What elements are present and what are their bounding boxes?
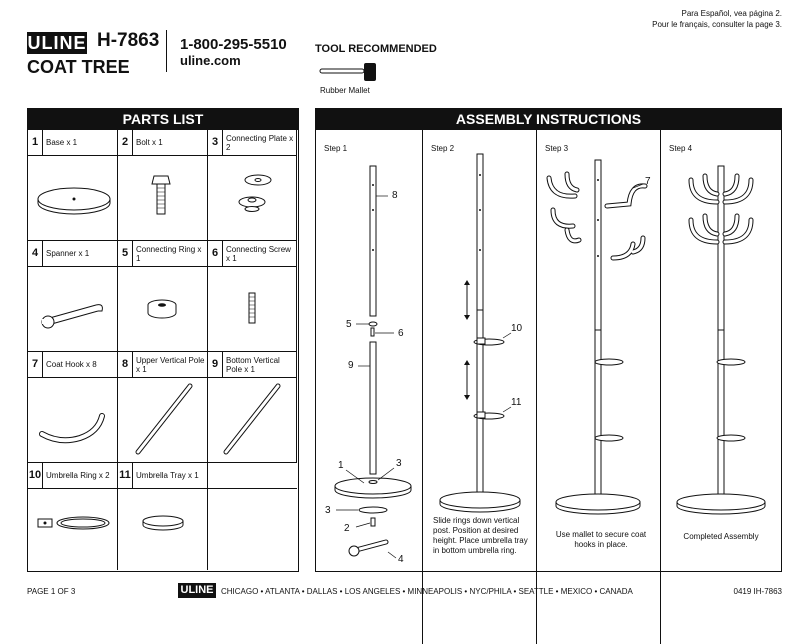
lang-fr: Pour le français, consulter la page 3. <box>652 20 782 29</box>
part-cell-10 <box>28 463 118 570</box>
step-2 <box>423 130 537 644</box>
connecting-screw-icon <box>208 267 297 352</box>
website: uline.com <box>180 53 241 68</box>
uline-logo: ULINE <box>27 33 87 53</box>
step3-illustration <box>537 130 660 530</box>
part-number: 2 <box>118 130 133 155</box>
part-number: 10 <box>28 463 43 488</box>
bottom-pole-icon <box>208 378 297 463</box>
assembly-panel <box>315 108 782 572</box>
step-caption: Completed Assembly <box>683 532 759 541</box>
part-number: 4 <box>28 241 43 266</box>
step-label: Step 1 <box>324 144 348 153</box>
step-caption: Use mallet to secure coat hooks in place. <box>555 530 647 549</box>
connecting-plate-icon <box>208 156 297 241</box>
step4-illustration <box>661 130 781 530</box>
tool-title: TOOL RECOMMENDED <box>315 43 437 55</box>
bolt-icon <box>118 156 208 241</box>
part-label: Connecting Plate x 2 <box>226 133 294 152</box>
part-label: Bottom Vertical Pole x 1 <box>226 355 280 374</box>
footer-locations: CHICAGO • ATLANTA • DALLAS • LOS ANGELES • MINNEAPOLIS • NYC/PHILA • SEATTLE • MEXICO • CANADA <box>221 587 633 596</box>
product-title: COAT TREE <box>27 57 130 77</box>
step-label: Step 4 <box>669 144 693 153</box>
parts-list-panel <box>27 108 299 572</box>
callout: 4 <box>398 554 404 565</box>
part-cell-empty <box>208 463 297 570</box>
lang-es: Para Español, vea página 2. <box>681 9 782 18</box>
callout: 7 <box>645 176 651 187</box>
part-label: Base x 1 <box>46 138 78 147</box>
step1-illustration <box>316 130 422 570</box>
base-icon <box>28 156 118 241</box>
umbrella-tray-icon <box>118 489 208 569</box>
coat-hook-icon <box>28 378 118 463</box>
mallet-icon <box>318 60 378 84</box>
callout: 3 <box>396 458 402 469</box>
part-label: Upper Vertical Pole x 1 <box>136 355 205 374</box>
part-number: 9 <box>208 352 223 377</box>
part-label: Umbrella Ring x 2 <box>46 471 110 480</box>
part-number: 7 <box>28 352 43 377</box>
callout: 2 <box>344 523 350 534</box>
header-divider <box>166 30 167 72</box>
step-4 <box>661 130 781 644</box>
part-number: 1 <box>28 130 43 155</box>
part-label: Connecting Screw x 1 <box>226 244 291 263</box>
part-label: Umbrella Tray x 1 <box>136 471 199 480</box>
part-cell-11 <box>118 463 208 570</box>
part-label: Coat Hook x 8 <box>46 360 97 369</box>
callout: 11 <box>511 397 522 408</box>
part-cell-8 <box>118 352 208 463</box>
step-1 <box>316 130 423 644</box>
part-cell-7 <box>28 352 118 463</box>
page-number: PAGE 1 OF 3 <box>27 587 76 596</box>
callout: 6 <box>398 328 404 339</box>
spanner-icon <box>28 267 118 352</box>
callout: 1 <box>338 460 344 471</box>
upper-pole-icon <box>118 378 208 463</box>
connecting-ring-icon <box>118 267 208 352</box>
part-cell-2 <box>118 130 208 241</box>
step-3 <box>537 130 661 644</box>
part-cell-9 <box>208 352 297 463</box>
footer-logo: ULINE <box>178 583 216 598</box>
step-label: Step 3 <box>545 144 569 153</box>
callout: 8 <box>392 190 398 201</box>
part-number: 3 <box>208 130 223 155</box>
callout: 10 <box>511 323 523 334</box>
callout: 3 <box>325 505 331 516</box>
part-label: Bolt x 1 <box>136 138 163 147</box>
part-cell-5 <box>118 241 208 352</box>
umbrella-ring-icon <box>28 489 118 569</box>
part-number: 6 <box>208 241 223 266</box>
step-caption: Slide rings down vertical post. Position at desired height. Place umbrella tray in bottom umbrella ring. <box>433 516 528 555</box>
part-number: 8 <box>118 352 133 377</box>
document-code: 0419 IH-7863 <box>733 587 782 596</box>
part-cell-6 <box>208 241 297 352</box>
assembly-title: ASSEMBLY INSTRUCTIONS <box>316 109 781 130</box>
callout: 9 <box>348 360 354 371</box>
tool-name: Rubber Mallet <box>320 86 370 95</box>
part-cell-3 <box>208 130 297 241</box>
phone-number: 1-800-295-5510 <box>180 36 287 53</box>
parts-list-title: PARTS LIST <box>28 109 298 130</box>
part-cell-1 <box>28 130 118 241</box>
language-notes <box>652 8 782 30</box>
part-label: Connecting Ring x 1 <box>136 244 202 263</box>
part-label: Spanner x 1 <box>46 249 90 258</box>
callout: 5 <box>346 319 352 330</box>
part-cell-4 <box>28 241 118 352</box>
model-number: H-7863 <box>97 30 160 51</box>
part-number: 5 <box>118 241 133 266</box>
part-number: 11 <box>118 463 133 488</box>
step-label: Step 2 <box>431 144 455 153</box>
